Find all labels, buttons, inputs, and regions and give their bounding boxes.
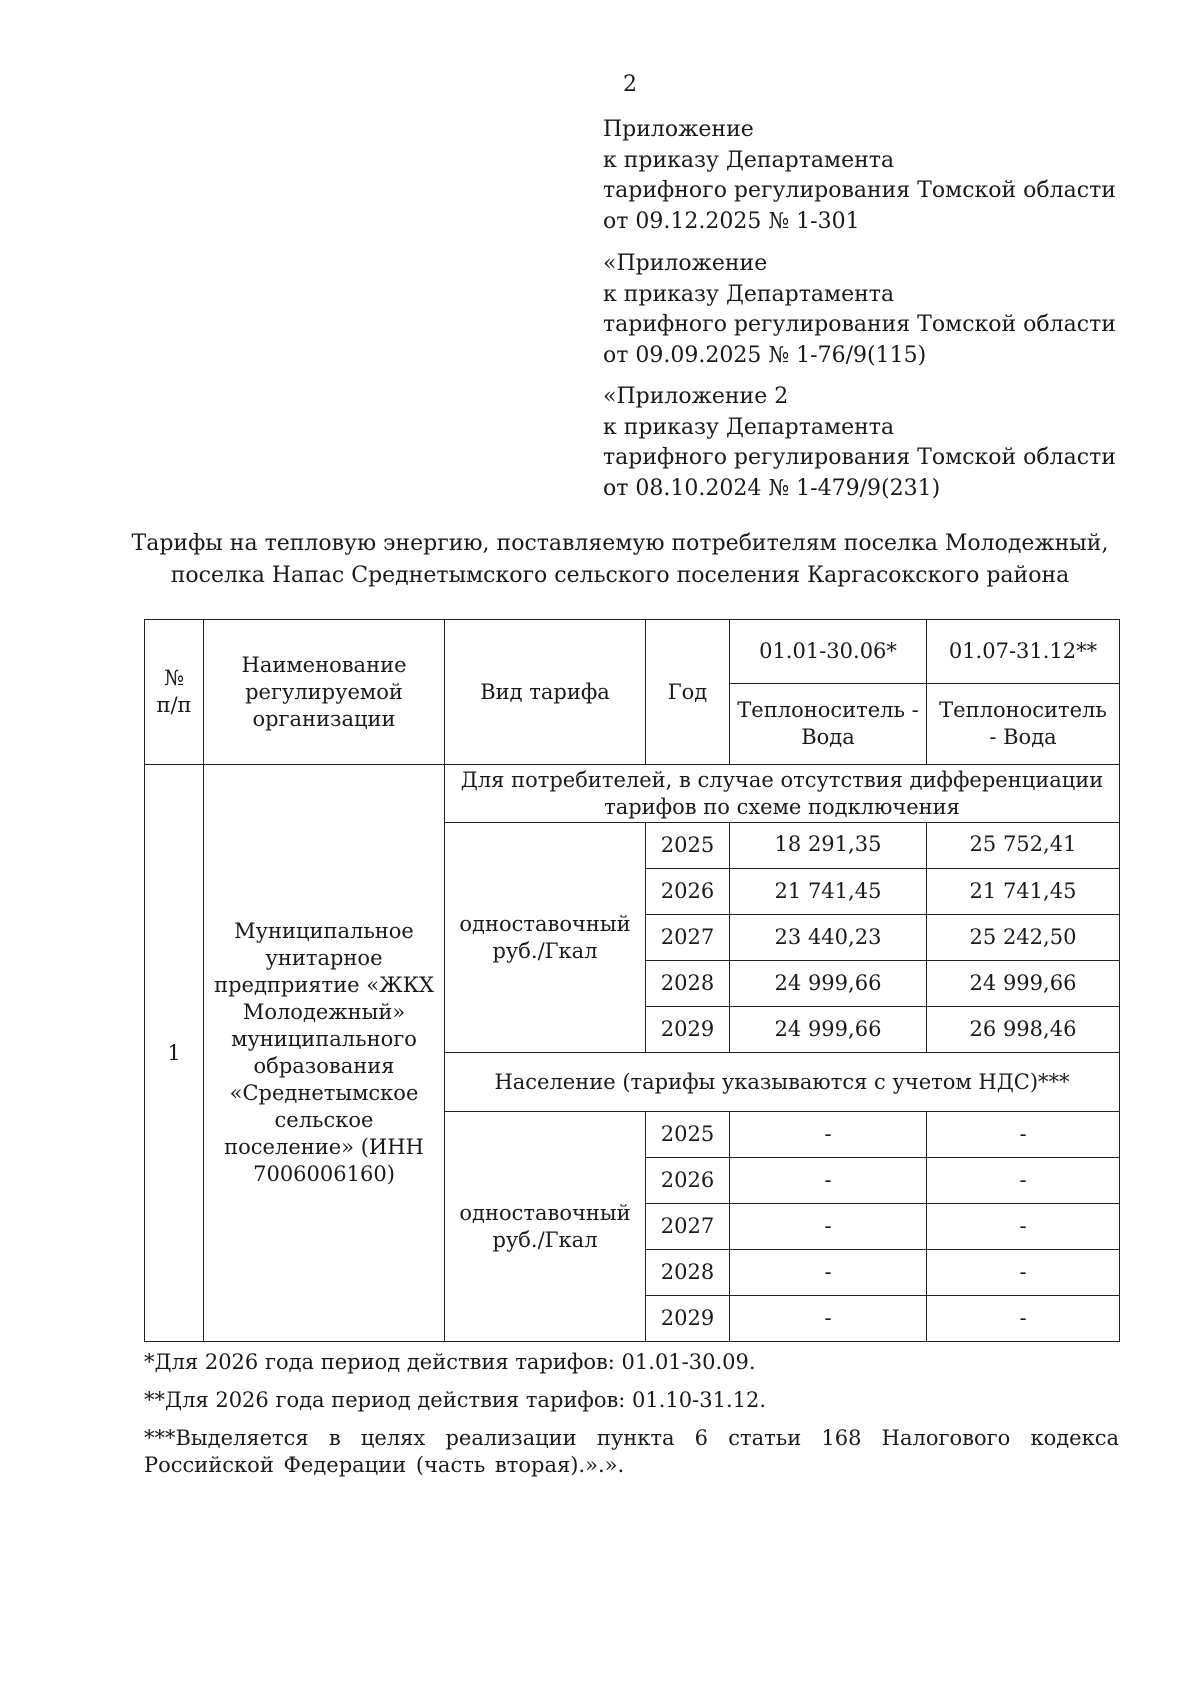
year-cell: 2027 [646, 1204, 730, 1250]
value-cell: - [730, 1250, 927, 1296]
appendix-line: Приложение [603, 117, 754, 142]
title-line-2: поселка Напас Среднетымского сельского поселения Каргасокского района [170, 563, 1070, 588]
row-number: 1 [145, 765, 204, 1342]
tariff-table [144, 619, 1120, 1342]
footnote-3: ***Выделяется в целях реализации пункта 6 статьи 168 Налогового кодекса Российской Федерации (часть вторая).».». [144, 1426, 1119, 1477]
value-cell: - [927, 1296, 1120, 1342]
document-title [120, 528, 1120, 592]
title-line-1: Тарифы на тепловую энергию, поставляемую потребителям поселка Молодежный, [131, 531, 1109, 556]
appendix-line: «Приложение 2 [603, 384, 789, 409]
value-cell: - [927, 1158, 1120, 1204]
header-number: № п/п [145, 620, 204, 765]
header-carrier-1: Теплоноситель - Вода [730, 684, 927, 765]
header-period-2: 01.07-31.12** [927, 620, 1120, 684]
value-cell: - [730, 1158, 927, 1204]
value-cell: 21 741,45 [927, 869, 1120, 915]
year-cell: 2028 [646, 1250, 730, 1296]
header-carrier-2: Теплоноситель - Вода [927, 684, 1120, 765]
value-cell: - [730, 1204, 927, 1250]
header-year: Год [646, 620, 730, 765]
year-cell: 2025 [646, 1112, 730, 1158]
appendix-line: к приказу Департамента [603, 281, 895, 307]
value-cell: 24 999,66 [927, 961, 1120, 1007]
appendix-line: к приказу Департамента [603, 147, 895, 173]
tariff-type-cell: одноставочный руб./Гкал [445, 1112, 646, 1342]
appendix-line: от 09.09.2025 № 1-76/9(115) [603, 342, 927, 368]
value-cell: 24 999,66 [730, 1007, 927, 1053]
appendix-line: от 08.10.2024 № 1-479/9(231) [603, 475, 941, 501]
appendix-line: тарифного регулирования Томской области [603, 312, 1116, 337]
year-cell: 2027 [646, 915, 730, 961]
value-cell: - [730, 1296, 927, 1342]
value-cell: 26 998,46 [927, 1007, 1120, 1053]
value-cell: 18 291,35 [730, 823, 927, 869]
value-cell: 25 242,50 [927, 915, 1120, 961]
footnotes [144, 1349, 1119, 1490]
section-heading: Население (тарифы указываются с учетом НДС)*** [445, 1053, 1120, 1112]
year-cell: 2025 [646, 823, 730, 869]
organization-name: Муниципальное унитарное предприятие «ЖКХ Молодежный» муниципального образования «Среднетымское сельское поселение» (ИНН 7006006160) [204, 765, 445, 1342]
value-cell: - [927, 1204, 1120, 1250]
appendix-line: «Приложение [603, 251, 768, 276]
value-cell: 23 440,23 [730, 915, 927, 961]
year-cell: 2029 [646, 1296, 730, 1342]
year-cell: 2026 [646, 1158, 730, 1204]
value-cell: 24 999,66 [730, 961, 927, 1007]
appendix-block-1 [603, 115, 1163, 237]
year-cell: 2029 [646, 1007, 730, 1053]
appendix-line: от 09.12.2025 № 1-301 [603, 208, 860, 234]
value-cell: - [730, 1112, 927, 1158]
value-cell: 25 752,41 [927, 823, 1120, 869]
appendix-block-3 [603, 382, 1163, 504]
appendix-line: тарифного регулирования Томской области [603, 445, 1116, 470]
header-organization: Наименование регулируемой организации [204, 620, 445, 765]
page-number: 2 [623, 72, 637, 97]
section-heading: Для потребителей, в случае отсутствия дифференциации тарифов по схеме подключения [445, 765, 1120, 823]
appendix-line: тарифного регулирования Томской области [603, 178, 1116, 203]
tariff-type-cell: одноставочный руб./Гкал [445, 823, 646, 1053]
value-cell: - [927, 1112, 1120, 1158]
year-cell: 2026 [646, 869, 730, 915]
footnote-1: *Для 2026 года период действия тарифов: 01.01-30.09. [144, 1350, 756, 1374]
year-cell: 2028 [646, 961, 730, 1007]
header-tariff-type: Вид тарифа [445, 620, 646, 765]
footnote-2: **Для 2026 года период действия тарифов: 01.10-31.12. [144, 1388, 767, 1412]
appendix-line: к приказу Департамента [603, 414, 895, 440]
value-cell: - [927, 1250, 1120, 1296]
value-cell: 21 741,45 [730, 869, 927, 915]
appendix-block-2 [603, 249, 1163, 371]
header-period-1: 01.01-30.06* [730, 620, 927, 684]
